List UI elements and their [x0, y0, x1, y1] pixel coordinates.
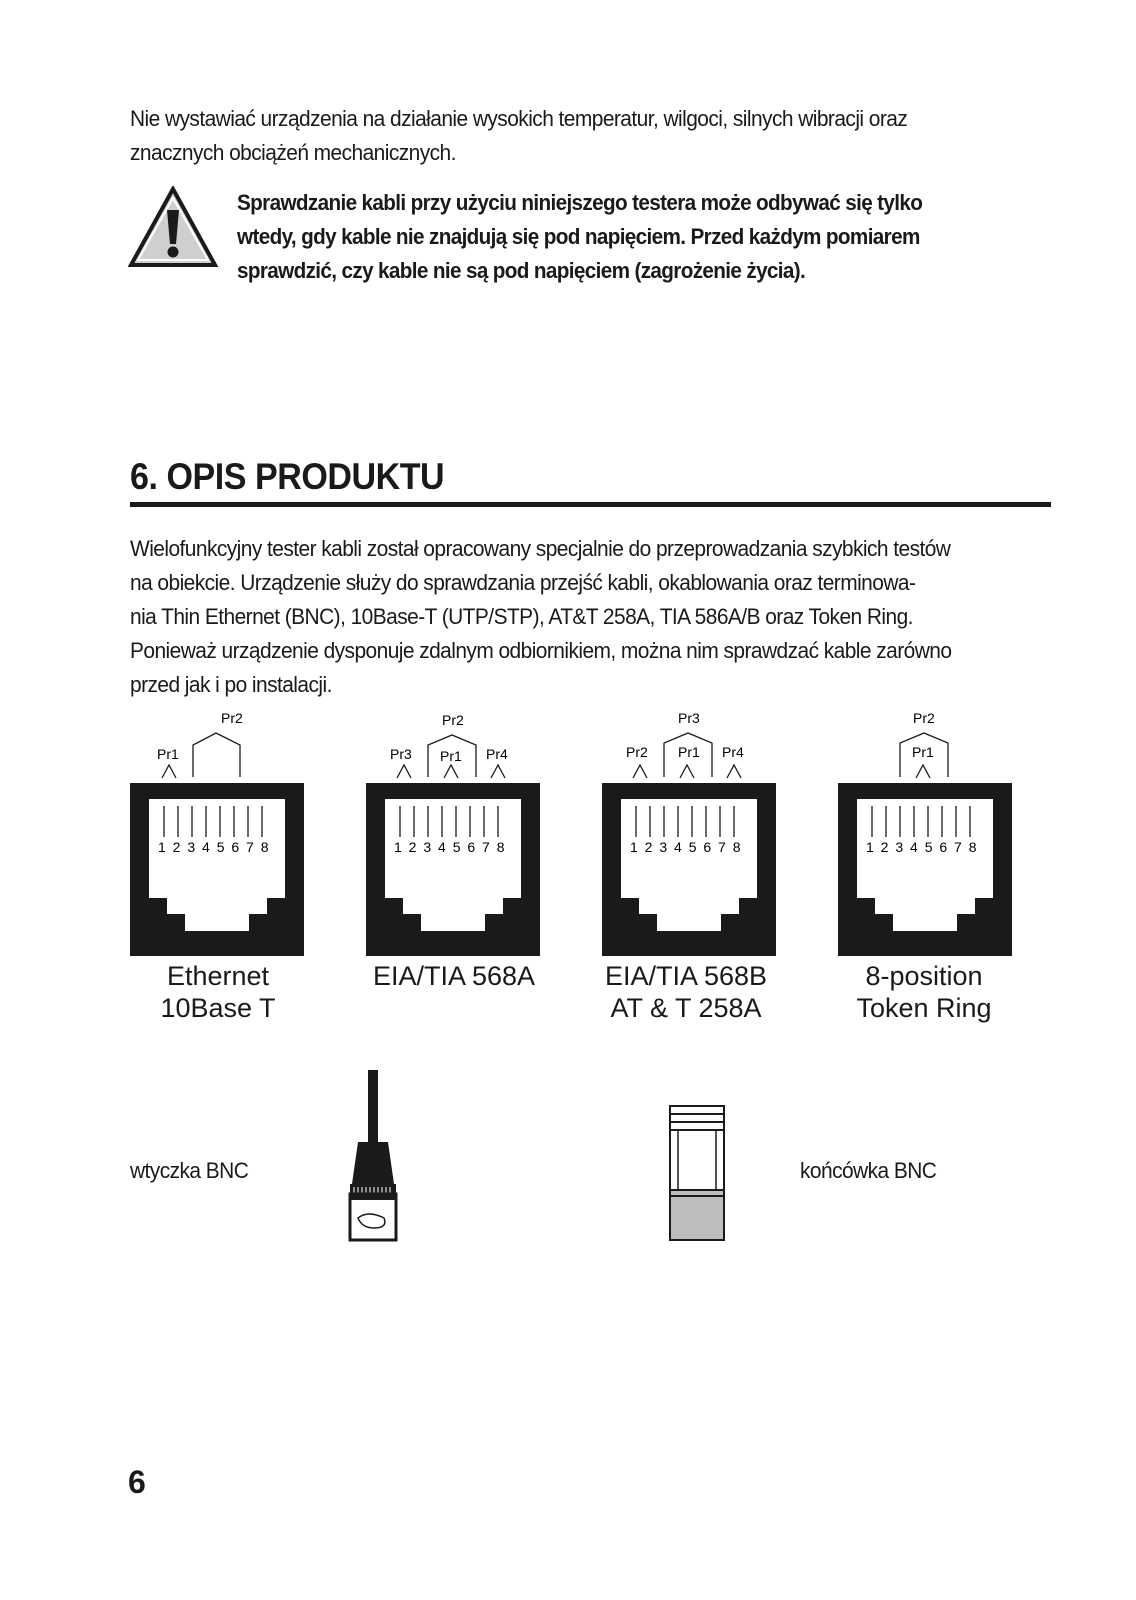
- caption-line: EIA/TIA 568A: [372, 961, 536, 991]
- pair-label: Pr2: [913, 713, 935, 726]
- pair-label: Pr1: [678, 744, 700, 760]
- caption-line: EIA/TIA 568B: [604, 961, 768, 991]
- pair-label: Pr1: [912, 744, 934, 760]
- bnc-plug-label: wtyczka BNC: [130, 1158, 249, 1183]
- pair-label: Pr1: [157, 746, 179, 762]
- description-line: przed jak i po instalacji.: [130, 672, 332, 697]
- pair-label: Pr3: [390, 746, 412, 762]
- caption-line: 8-position: [865, 961, 983, 991]
- pair-label: Pr2: [626, 744, 648, 760]
- socket-caption: [588, 960, 784, 1024]
- pair-label: Pr2: [442, 713, 464, 728]
- bnc-terminator-label: końcówka BNC: [800, 1158, 937, 1183]
- bnc-terminator-icon: [668, 1104, 728, 1244]
- warning-line: sprawdzić, czy kable nie są pod napięciem (zagrożenie życia).: [237, 258, 806, 283]
- pin-numbers: 1 2 3 4 5 6 7 8: [866, 839, 979, 855]
- warning-triangle-icon: [128, 186, 218, 268]
- caption-line: AT & T 258A: [610, 993, 762, 1023]
- pair-label: Pr1: [440, 748, 462, 764]
- socket-caption: [826, 960, 1022, 1024]
- pair-label: Pr4: [722, 744, 744, 760]
- warning-text: [237, 186, 991, 288]
- intro-line: Nie wystawiać urządzenia na działanie wysokich temperatur, wilgoci, silnych wibracji oraz: [130, 106, 908, 131]
- page-number: 6: [128, 1464, 146, 1500]
- socket-caption: [130, 960, 306, 1024]
- product-description: [130, 532, 986, 702]
- section-divider: [130, 502, 1051, 507]
- pair-label: Pr4: [486, 746, 508, 762]
- warning-line: wtedy, gdy kable nie znajdują się pod napięciem. Przed każdym pomiarem: [237, 224, 920, 249]
- intro-line: znacznych obciążeń mechanicznych.: [130, 140, 456, 165]
- pair-label: Pr2: [221, 713, 243, 726]
- section-title: 6. OPIS PRODUKTU: [130, 456, 445, 497]
- socket-token-ring: [838, 713, 1038, 963]
- bnc-plug-icon: [344, 1068, 404, 1244]
- socket-eia-tia-568b: [602, 713, 802, 963]
- caption-line: Ethernet: [166, 961, 270, 991]
- pin-numbers: 1 2 3 4 5 6 7 8: [158, 839, 271, 855]
- pair-label: Pr3: [678, 713, 700, 726]
- caption-line: 10Base T: [160, 993, 276, 1023]
- pin-numbers: 1 2 3 4 5 6 7 8: [394, 839, 507, 855]
- socket-eia-tia-568a: [366, 713, 566, 963]
- description-line: Wielofunkcyjny tester kabli został opracowany specjalnie do przeprowadzania szybkich testów: [130, 536, 951, 561]
- socket-ethernet-10baset: [130, 713, 330, 963]
- socket-caption: [356, 960, 552, 992]
- warning-line: Sprawdzanie kabli przy użyciu niniejszego testera może odbywać się tylko: [237, 190, 923, 215]
- caption-line: Token Ring: [856, 993, 992, 1023]
- intro-paragraph: [130, 102, 986, 170]
- pin-numbers: 1 2 3 4 5 6 7 8: [630, 839, 743, 855]
- description-line: Ponieważ urządzenie dysponuje zdalnym odbiornikiem, można nim sprawdzać kable zarówno: [130, 638, 952, 663]
- description-line: na obiekcie. Urządzenie służy do sprawdzania przejść kabli, okablowania oraz terminowa-: [130, 570, 916, 595]
- description-line: nia Thin Ethernet (BNC), 10Base-T (UTP/STP), AT&T 258A, TIA 586A/B oraz Token Ring.: [130, 604, 913, 629]
